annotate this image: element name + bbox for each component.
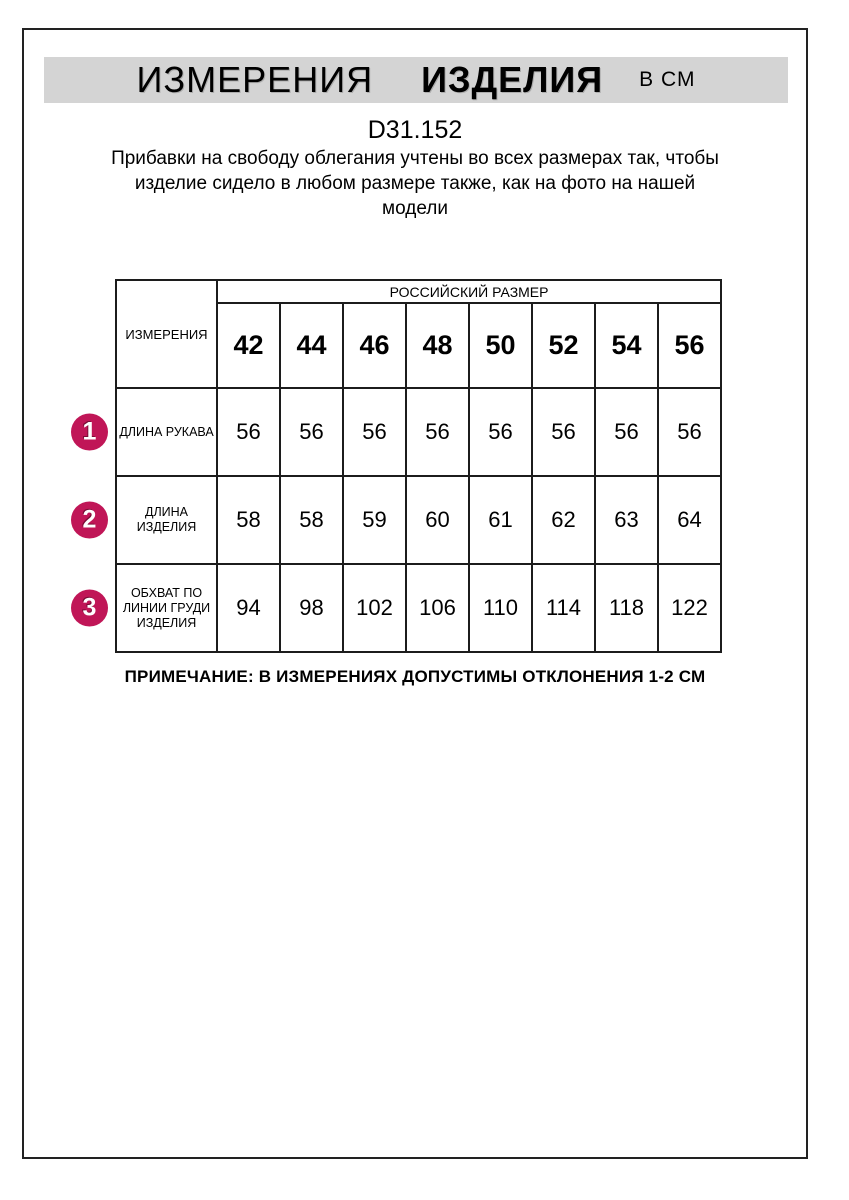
table-row — [116, 564, 721, 652]
measurement-value-cell: 110 — [469, 564, 532, 652]
measurement-value-cell: 64 — [658, 476, 721, 564]
measure-column-header: ИЗМЕРЕНИЯ — [116, 280, 217, 388]
product-code: D31.152 — [367, 116, 463, 144]
measurement-value-cell: 56 — [343, 388, 406, 476]
banner-title-bold: ИЗДЕЛИЯ — [421, 59, 604, 100]
size-col-header: 56 — [658, 303, 721, 388]
size-col-header: 42 — [217, 303, 280, 388]
size-col-header: 48 — [406, 303, 469, 388]
measurement-value-cell: 56 — [406, 388, 469, 476]
row-marker-badge: 2 — [71, 502, 108, 539]
title-banner — [44, 57, 788, 103]
size-group-header-row — [116, 280, 721, 303]
measurement-value-cell: 56 — [532, 388, 595, 476]
measurement-value-cell: 58 — [217, 476, 280, 564]
table-body — [82, 388, 721, 652]
row-label: ДЛИНА РУКАВА — [119, 424, 214, 439]
measurement-value-cell: 102 — [343, 564, 406, 652]
measurement-value-cell: 56 — [469, 388, 532, 476]
measurement-value-cell: 56 — [280, 388, 343, 476]
measurement-value-cell: 94 — [217, 564, 280, 652]
row-label-cell — [82, 564, 217, 652]
size-col-header: 50 — [469, 303, 532, 388]
row-label: ОБХВАТ ПО ЛИНИИ ГРУДИ ИЗДЕЛИЯ — [122, 585, 211, 630]
measurement-value-cell: 56 — [217, 388, 280, 476]
size-col-header: 44 — [280, 303, 343, 388]
row-marker-badge: 3 — [71, 590, 108, 627]
table-row — [116, 388, 721, 476]
measurements-table — [82, 279, 722, 653]
measurement-value-cell: 60 — [406, 476, 469, 564]
page-border — [22, 28, 808, 1159]
russian-size-header: РОССИЙСКИЙ РАЗМЕР — [217, 280, 721, 303]
measurement-value-cell: 63 — [595, 476, 658, 564]
row-label: ДЛИНА ИЗДЕЛИЯ — [136, 505, 197, 534]
measurement-value-cell: 56 — [658, 388, 721, 476]
fit-description: Прибавки на свободу облегания учтены во всех размерах так, чтобы изделие сидело в любом размере также, как на фото на нашей модели — [111, 148, 719, 219]
measurement-value-cell: 122 — [658, 564, 721, 652]
row-label-cell — [82, 476, 217, 564]
tolerance-note: ПРИМЕЧАНИЕ: В ИЗМЕРЕНИЯХ ДОПУСТИМЫ ОТКЛОНЕНИЯ 1-2 СМ — [124, 667, 706, 686]
row-marker-badge: 1 — [71, 414, 108, 451]
size-col-header: 46 — [343, 303, 406, 388]
measurement-value-cell: 98 — [280, 564, 343, 652]
row-label-cell — [82, 388, 217, 476]
measurement-value-cell: 62 — [532, 476, 595, 564]
banner-title: ИЗМЕРЕНИЯ — [136, 59, 374, 100]
measurements-table-zone — [82, 279, 720, 653]
measurement-value-cell: 56 — [595, 388, 658, 476]
measurement-value-cell: 114 — [532, 564, 595, 652]
measurement-value-cell: 118 — [595, 564, 658, 652]
banner-unit-label: В СМ — [639, 68, 696, 91]
size-col-header: 54 — [595, 303, 658, 388]
measurement-value-cell: 58 — [280, 476, 343, 564]
measurement-value-cell: 59 — [343, 476, 406, 564]
table-row — [116, 476, 721, 564]
size-col-header: 52 — [532, 303, 595, 388]
measurement-value-cell: 106 — [406, 564, 469, 652]
measurement-value-cell: 61 — [469, 476, 532, 564]
